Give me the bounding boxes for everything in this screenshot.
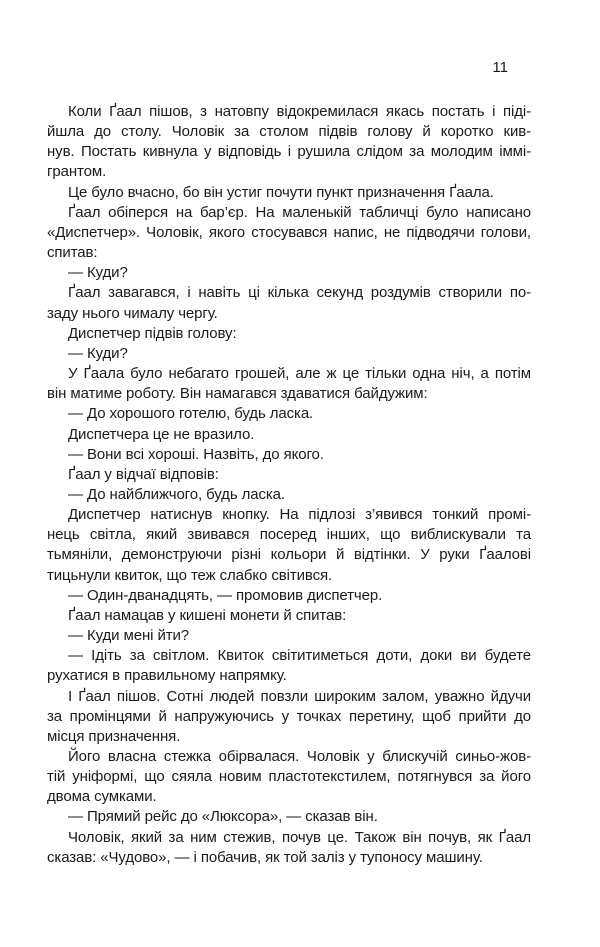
text-line: грантом. xyxy=(47,163,107,181)
text-line: — Прямий рейс до «Люксора», — сказав він. xyxy=(68,808,378,826)
text-line: — Куди? xyxy=(68,264,128,282)
paragraph xyxy=(47,183,531,203)
text-line: за промінцями й напружуючись у точках перетину, щоб прийти до xyxy=(47,707,531,725)
paragraph xyxy=(47,364,531,404)
paragraph xyxy=(47,263,531,283)
text-line: — Один-дванадцять, — промовив диспетчер. xyxy=(68,586,383,604)
text-line: сказав: «Чудово», — і побачив, як той заліз у тупоносу машину. xyxy=(47,848,483,866)
text-line: тицьнули квиток, що теж слабко світився. xyxy=(47,566,333,584)
text-line: тьмяніли, демонструючи різні кольори й відтінки. У руки Ґаалові xyxy=(47,546,531,564)
paragraph xyxy=(47,445,531,465)
text-line: Ґаал обіперся на бар’єр. На маленькій табличці було написано xyxy=(68,203,531,221)
text-line: Ґаал у відчаї відповів: xyxy=(68,465,219,483)
text-line: заду нього чималу чергу. xyxy=(47,304,218,322)
text-line: Ґаал намацав у кишені монети й спитав: xyxy=(68,606,347,624)
text-line: рухатися в правильному напрямку. xyxy=(47,667,287,685)
paragraph xyxy=(47,586,531,606)
text-line: — Вони всі хороші. Назвіть, до якого. xyxy=(68,445,324,463)
paragraph xyxy=(47,606,531,626)
paragraph xyxy=(47,344,531,364)
text-line: — До найближчого, будь ласка. xyxy=(68,485,285,503)
page-number: 11 xyxy=(492,59,508,76)
paragraph xyxy=(47,687,531,747)
text-line: У Ґаала було небагато грошей, але ж це тільки одна ніч, а потім xyxy=(68,365,531,383)
text-line: тій уніформі, що сяяла новим пластотекстилем, потягнувся за його xyxy=(47,768,531,786)
paragraph xyxy=(47,747,531,807)
text-line: Диспетчер підвів голову: xyxy=(68,324,237,342)
paragraph xyxy=(47,646,531,686)
paragraph xyxy=(47,425,531,445)
text-line: Ґаал завагався, і навіть ці кілька секунд роздумів створили по- xyxy=(68,284,531,302)
text-line: місця призначення. xyxy=(47,727,181,745)
paragraph xyxy=(47,807,531,827)
text-line: «Диспетчер». Чоловік, якого стосувався напис, не підводячи голови, xyxy=(47,223,531,241)
paragraph xyxy=(47,828,531,868)
paragraph xyxy=(47,626,531,646)
page-text xyxy=(47,102,531,868)
text-line: нув. Постать кивнула у відповідь і рушила слідом за молодим іммі- xyxy=(47,143,531,161)
text-line: Його власна стежка обірвалася. Чоловік у блискучій синьо-жов- xyxy=(68,748,531,765)
text-line: Чоловік, який за ним стежив, почув це. Також він почув, як Ґаал xyxy=(68,828,531,846)
text-line: — Ідіть за світлом. Квиток світитиметься доти, доки ви будете xyxy=(68,647,531,665)
text-line: Коли Ґаал пішов, з натовпу відокремилася якась постать і піді- xyxy=(68,103,531,120)
paragraph xyxy=(47,324,531,344)
text-line: Диспетчера це не вразило. xyxy=(68,425,255,443)
text-line: Диспетчер натиснув кнопку. На підлозі з’явився тонкий промі- xyxy=(68,506,531,524)
text-line: нець світла, який звивався посеред інших, що виблискували та xyxy=(47,526,531,544)
text-line: Це було вчасно, бо він устиг почути пункт призначення Ґаала. xyxy=(68,183,494,201)
text-line: І Ґаал пішов. Сотні людей повзли широким залом, уважно йдучи xyxy=(68,687,531,705)
paragraph xyxy=(47,505,531,586)
text-line: він матиме роботу. Він намагався здаватися байдужим: xyxy=(47,385,428,403)
text-line: — Куди мені йти? xyxy=(68,627,190,645)
paragraph xyxy=(47,203,531,263)
paragraph xyxy=(47,465,531,485)
text-line: спитав: xyxy=(47,244,98,262)
text-line: — Куди? xyxy=(68,344,128,362)
paragraph xyxy=(47,485,531,505)
text-line: двома сумками. xyxy=(47,788,157,806)
paragraph xyxy=(47,404,531,424)
text-line: йшла до столу. Чоловік за столом підвів голову й коротко кив- xyxy=(47,123,531,141)
paragraph xyxy=(47,283,531,323)
text-line: — До хорошого готелю, будь ласка. xyxy=(68,405,314,423)
paragraph xyxy=(47,102,531,183)
